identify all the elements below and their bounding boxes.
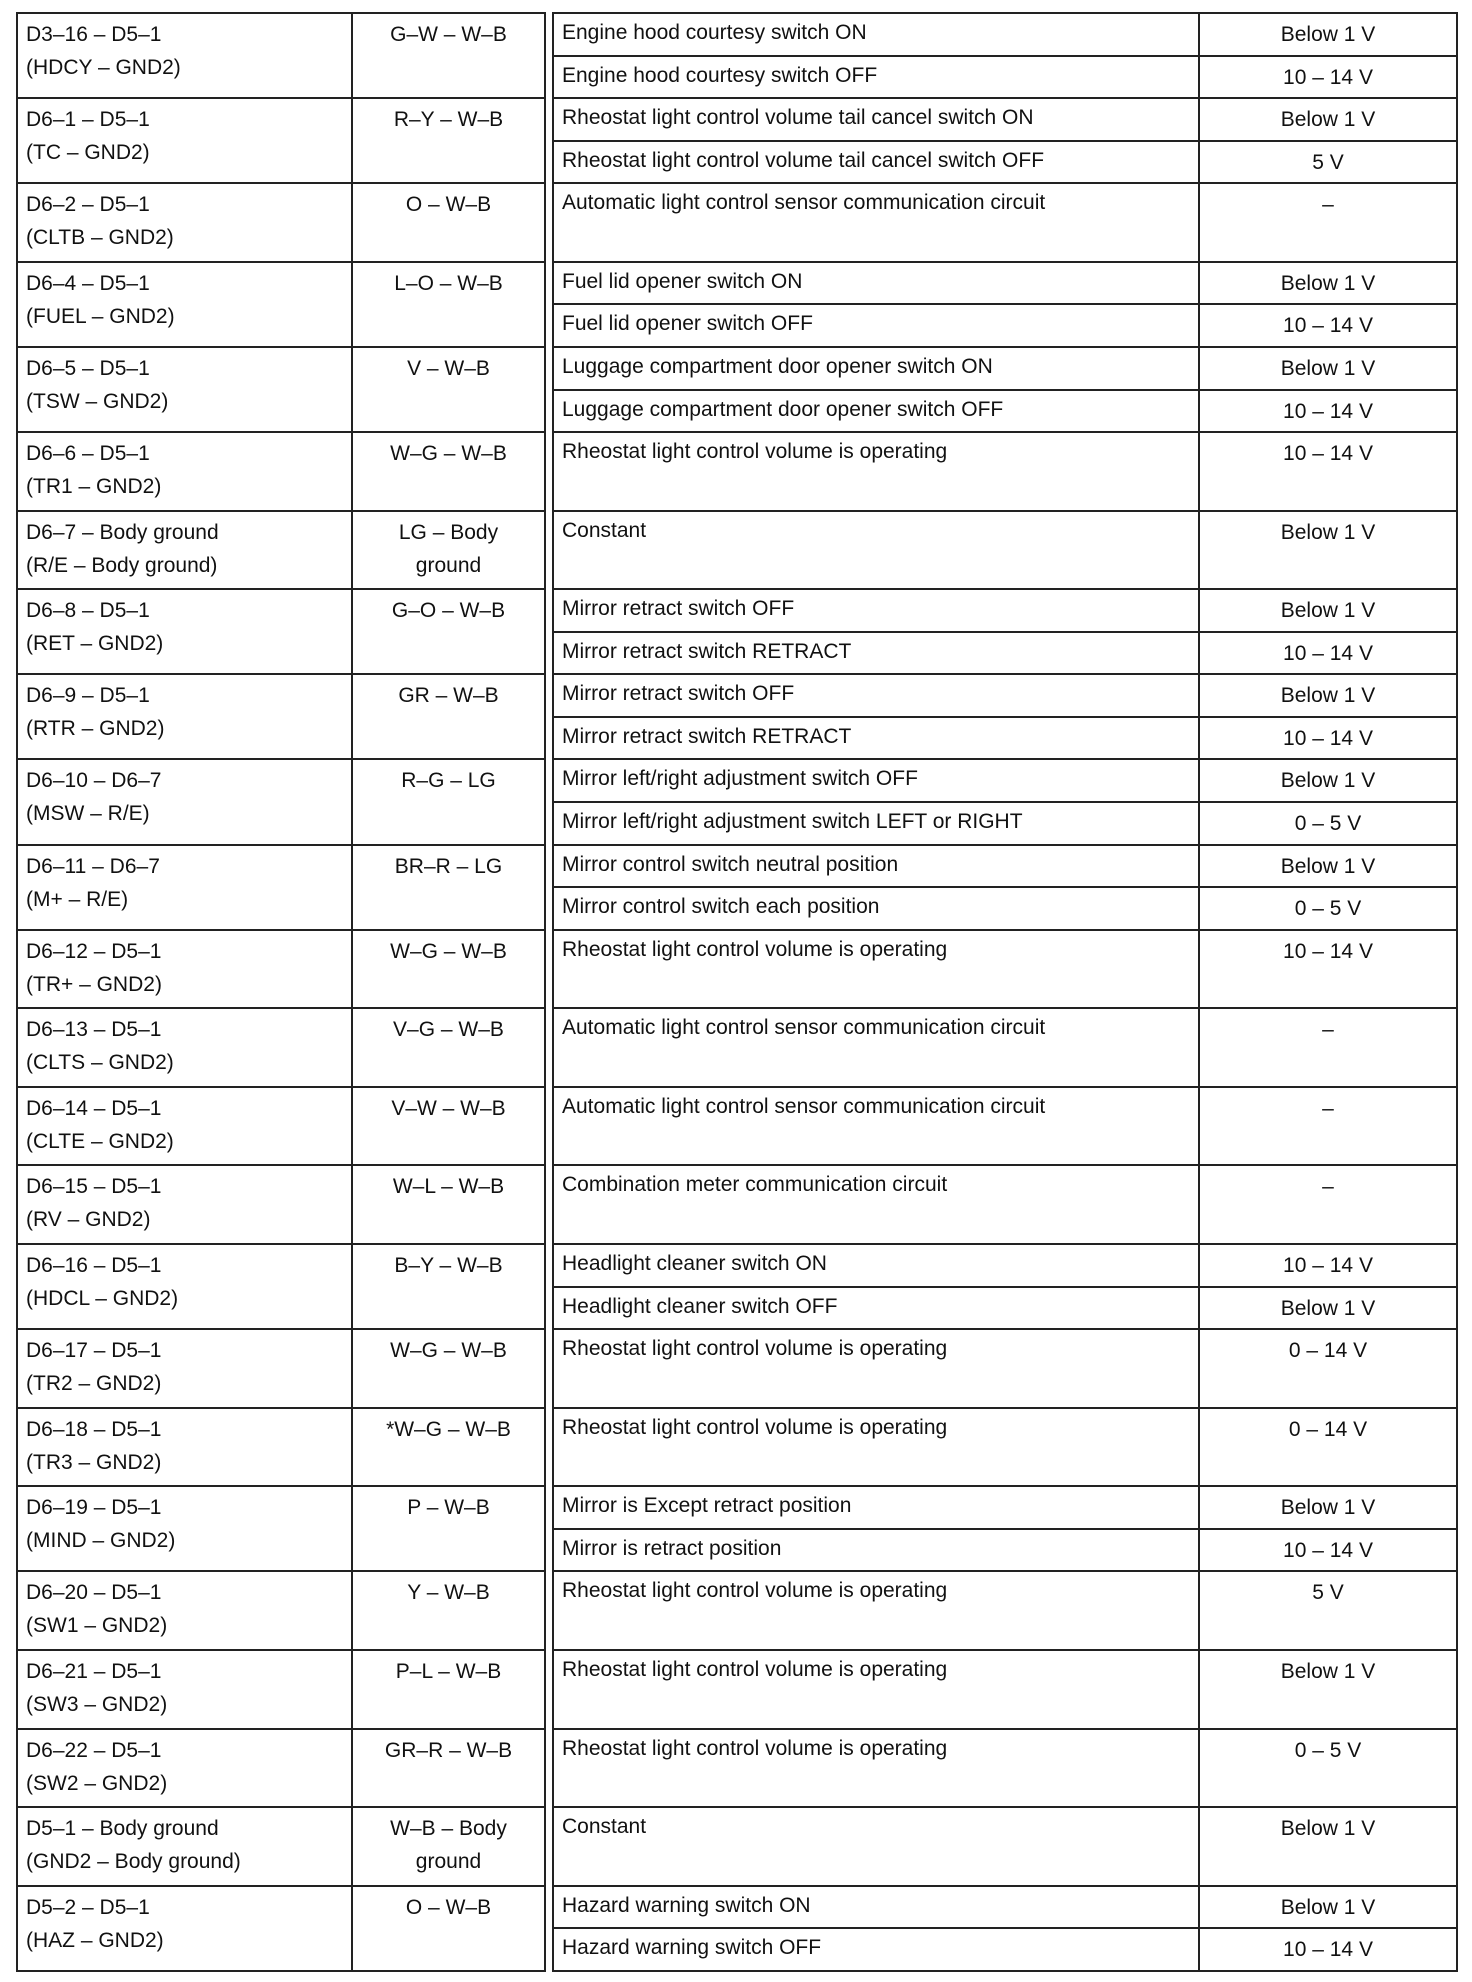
condition-cell: Rheostat light control volume tail cancel switch OFF: [553, 141, 1199, 184]
terminal-symbol: (TR3 – GND2): [26, 1450, 162, 1474]
table-row: [17, 759, 1457, 802]
condition-cell: Headlight cleaner switch ON: [553, 1244, 1199, 1287]
terminal-number: D5–1 – Body ground: [26, 1817, 219, 1841]
wiring-color: O – W–B: [405, 1895, 492, 1919]
condition-cell: Mirror retract switch OFF: [553, 589, 1199, 632]
terminal-symbol: (FUEL – GND2): [26, 304, 175, 328]
terminal-cell: [17, 347, 352, 432]
terminal-number: D6–12 – D5–1: [26, 939, 162, 963]
column-separator: [545, 347, 553, 432]
column-separator: [545, 1650, 553, 1729]
condition-cell: Luggage compartment door opener switch ON: [553, 347, 1199, 390]
table-row: [17, 930, 1457, 1009]
condition-cell: Mirror left/right adjustment switch LEFT or RIGHT: [553, 802, 1199, 845]
wiring-color: V–W – W–B: [391, 1096, 506, 1120]
wiring-color-cell: [352, 845, 545, 930]
wiring-color-cell: [352, 930, 545, 1009]
column-separator: [545, 1886, 553, 1971]
condition-cell: Hazard warning switch ON: [553, 1886, 1199, 1929]
condition-cell: Mirror control switch each position: [553, 887, 1199, 930]
condition-cell: Rheostat light control volume is operating: [553, 1729, 1199, 1808]
condition-cell: Fuel lid opener switch OFF: [553, 304, 1199, 347]
table-row: [17, 1087, 1457, 1166]
terminal-number: D3–16 – D5–1: [26, 23, 162, 46]
condition-cell: Constant: [553, 511, 1199, 590]
condition-cell: Mirror control switch neutral position: [553, 845, 1199, 888]
terminal-symbol: (RV – GND2): [26, 1208, 151, 1232]
wiring-color-cell: [352, 1408, 545, 1487]
terminal-number: D6–17 – D5–1: [26, 1339, 162, 1363]
specified-condition-cell: 0 – 5 V: [1199, 802, 1457, 845]
wiring-color-cell: [352, 1165, 545, 1244]
condition-cell: Combination meter communication circuit: [553, 1165, 1199, 1244]
wiring-color: W–L – W–B: [392, 1175, 505, 1199]
condition-cell: Automatic light control sensor communication circuit: [553, 1008, 1199, 1087]
column-separator: [545, 1486, 553, 1571]
terminal-cell: [17, 1008, 352, 1087]
column-separator: [545, 759, 553, 844]
terminal-cell: [17, 13, 352, 98]
terminal-number: D6–9 – D5–1: [26, 684, 150, 708]
column-separator: [545, 511, 553, 590]
terminal-cell: [17, 511, 352, 590]
terminal-cell: [17, 1329, 352, 1408]
table-row: [17, 1008, 1457, 1087]
specified-condition-cell: 10 – 14 V: [1199, 390, 1457, 433]
wiring-color-cell: [352, 1244, 545, 1329]
specified-condition-cell: Below 1 V: [1199, 1486, 1457, 1529]
terminal-symbol: (TR1 – GND2): [26, 475, 162, 499]
column-separator: [545, 1244, 553, 1329]
terminal-number: D6–5 – D5–1: [26, 356, 150, 380]
wiring-color-cell: [352, 262, 545, 347]
column-separator: [545, 1329, 553, 1408]
terminal-number: D6–13 – D5–1: [26, 1018, 162, 1042]
wiring-color-cell: [352, 674, 545, 759]
wiring-color: G–O – W–B: [391, 599, 506, 623]
wiring-color: R–Y – W–B: [393, 108, 504, 132]
specified-condition-cell: –: [1199, 1008, 1457, 1087]
terminal-cell: [17, 1087, 352, 1166]
specified-condition-cell: –: [1199, 1087, 1457, 1166]
column-separator: [545, 13, 553, 98]
wiring-color-cell: [352, 1571, 545, 1650]
specified-condition-cell: 10 – 14 V: [1199, 632, 1457, 675]
terminal-number: D6–20 – D5–1: [26, 1581, 162, 1605]
terminal-cell: [17, 845, 352, 930]
wiring-color: GR–R – W–B: [384, 1738, 513, 1762]
terminal-cell: [17, 1408, 352, 1487]
condition-cell: Automatic light control sensor communication circuit: [553, 1087, 1199, 1166]
wiring-color: R–G – LG: [401, 769, 496, 793]
terminal-symbol: (HDCL – GND2): [26, 1287, 179, 1311]
specified-condition-cell: 0 – 14 V: [1199, 1329, 1457, 1408]
terminal-symbol: (SW3 – GND2): [26, 1693, 168, 1717]
wiring-color: LG – Body: [398, 520, 499, 544]
table-row: [17, 1408, 1457, 1487]
specified-condition-cell: 0 – 5 V: [1199, 1729, 1457, 1808]
wiring-color: L–O – W–B: [394, 271, 503, 295]
terminal-number: D6–4 – D5–1: [26, 271, 150, 295]
column-separator: [545, 432, 553, 511]
column-separator: [545, 1008, 553, 1087]
specified-condition-cell: Below 1 V: [1199, 1886, 1457, 1929]
terminal-cell: [17, 183, 352, 262]
wiring-color: W–G – W–B: [390, 1339, 507, 1363]
terminal-symbol: (MSW – R/E): [26, 802, 150, 826]
condition-cell: Rheostat light control volume is operating: [553, 1408, 1199, 1487]
terminal-cell: [17, 1807, 352, 1886]
specified-condition-cell: 10 – 14 V: [1199, 930, 1457, 1009]
wiring-color: ground: [415, 1850, 482, 1874]
table-row: [17, 1886, 1457, 1929]
condition-cell: Constant: [553, 1807, 1199, 1886]
wiring-color: P – W–B: [407, 1496, 490, 1520]
terminal-cell: [17, 759, 352, 844]
table-row: [17, 511, 1457, 590]
terminal-inspection-table: [16, 12, 1458, 1972]
wiring-color-cell: [352, 1008, 545, 1087]
terminal-number: D6–6 – D5–1: [26, 442, 150, 466]
condition-cell: Rheostat light control volume is operating: [553, 1650, 1199, 1729]
column-separator: [545, 98, 553, 183]
column-separator: [545, 1807, 553, 1886]
specified-condition-cell: Below 1 V: [1199, 13, 1457, 56]
specified-condition-cell: 10 – 14 V: [1199, 1928, 1457, 1971]
table-row: [17, 347, 1457, 390]
table-row: [17, 1329, 1457, 1408]
terminal-symbol: (TR+ – GND2): [26, 972, 162, 996]
column-separator: [545, 674, 553, 759]
table-row: [17, 1165, 1457, 1244]
terminal-symbol: (CLTS – GND2): [26, 1051, 174, 1075]
terminal-symbol: (RET – GND2): [26, 632, 164, 656]
terminal-cell: [17, 1650, 352, 1729]
wiring-color: W–G – W–B: [390, 442, 507, 466]
terminal-symbol: (TC – GND2): [26, 141, 150, 165]
table-body: [17, 13, 1457, 1971]
column-separator: [545, 1087, 553, 1166]
wiring-color-cell: [352, 1650, 545, 1729]
terminal-number: D6–16 – D5–1: [26, 1254, 162, 1278]
specified-condition-cell: 10 – 14 V: [1199, 304, 1457, 347]
terminal-number: D6–22 – D5–1: [26, 1738, 162, 1762]
specified-condition-cell: 10 – 14 V: [1199, 56, 1457, 99]
terminal-symbol: (GND2 – Body ground): [26, 1850, 241, 1874]
wiring-color: ground: [415, 553, 482, 577]
terminal-symbol: (R/E – Body ground): [26, 553, 218, 577]
wiring-color-cell: [352, 183, 545, 262]
specified-condition-cell: Below 1 V: [1199, 845, 1457, 888]
specified-condition-cell: –: [1199, 183, 1457, 262]
terminal-cell: [17, 262, 352, 347]
specified-condition-cell: Below 1 V: [1199, 347, 1457, 390]
terminal-cell: [17, 98, 352, 183]
table-row: [17, 432, 1457, 511]
wiring-color: V – W–B: [407, 356, 490, 380]
specified-condition-cell: Below 1 V: [1199, 589, 1457, 632]
table-row: [17, 589, 1457, 632]
terminal-number: D6–21 – D5–1: [26, 1660, 162, 1684]
terminal-cell: [17, 674, 352, 759]
terminal-symbol: (SW1 – GND2): [26, 1614, 168, 1638]
terminal-symbol: (TSW – GND2): [26, 389, 169, 413]
terminal-symbol: (M+ – R/E): [26, 887, 129, 911]
wiring-color: W–G – W–B: [390, 939, 507, 963]
wiring-color: W–B – Body: [390, 1817, 507, 1841]
wiring-color-cell: [352, 98, 545, 183]
specified-condition-cell: Below 1 V: [1199, 98, 1457, 141]
condition-cell: Headlight cleaner switch OFF: [553, 1287, 1199, 1330]
wiring-color-cell: [352, 1329, 545, 1408]
wiring-color: O – W–B: [405, 193, 492, 217]
terminal-number: D6–19 – D5–1: [26, 1496, 162, 1520]
wiring-color: Y – W–B: [407, 1581, 490, 1605]
column-separator: [545, 262, 553, 347]
wiring-color: P–L – W–B: [395, 1660, 502, 1684]
terminal-symbol: (RTR – GND2): [26, 717, 165, 741]
terminal-cell: [17, 1886, 352, 1971]
table-row: [17, 674, 1457, 717]
table-row: [17, 13, 1457, 56]
column-separator: [545, 589, 553, 674]
condition-cell: Mirror is Except retract position: [553, 1486, 1199, 1529]
terminal-number: D6–2 – D5–1: [26, 193, 150, 217]
column-separator: [545, 1571, 553, 1650]
column-separator: [545, 930, 553, 1009]
condition-cell: Mirror retract switch RETRACT: [553, 632, 1199, 675]
wiring-color: BR–R – LG: [394, 854, 503, 878]
condition-cell: Fuel lid opener switch ON: [553, 262, 1199, 305]
specified-condition-cell: 0 – 5 V: [1199, 887, 1457, 930]
terminal-number: D6–8 – D5–1: [26, 599, 150, 623]
column-separator: [545, 845, 553, 930]
terminal-cell: [17, 1729, 352, 1808]
table-row: [17, 98, 1457, 141]
column-separator: [545, 183, 553, 262]
condition-cell: Rheostat light control volume is operating: [553, 1571, 1199, 1650]
wiring-color: V–G – W–B: [393, 1018, 504, 1042]
condition-cell: Luggage compartment door opener switch OFF: [553, 390, 1199, 433]
terminal-symbol: (CLTB – GND2): [26, 226, 174, 250]
wiring-color-cell: [352, 432, 545, 511]
table-row: [17, 262, 1457, 305]
condition-cell: Rheostat light control volume is operating: [553, 930, 1199, 1009]
terminal-number: D6–14 – D5–1: [26, 1096, 162, 1120]
column-separator: [545, 1165, 553, 1244]
specified-condition-cell: Below 1 V: [1199, 1807, 1457, 1886]
wiring-color-cell: [352, 13, 545, 98]
terminal-cell: [17, 432, 352, 511]
specified-condition-cell: Below 1 V: [1199, 1287, 1457, 1330]
condition-cell: Mirror left/right adjustment switch OFF: [553, 759, 1199, 802]
wiring-color-cell: [352, 1486, 545, 1571]
column-separator: [545, 1729, 553, 1808]
wiring-color-cell: [352, 589, 545, 674]
terminal-number: D5–2 – D5–1: [26, 1895, 150, 1919]
specified-condition-cell: 10 – 14 V: [1199, 717, 1457, 760]
wiring-color: B–Y – W–B: [394, 1254, 503, 1278]
column-separator: [545, 1408, 553, 1487]
terminal-symbol: (MIND – GND2): [26, 1529, 176, 1553]
condition-cell: Rheostat light control volume tail cancel switch ON: [553, 98, 1199, 141]
wiring-color: *W–G – W–B: [386, 1417, 511, 1441]
terminal-number: D6–7 – Body ground: [26, 520, 219, 544]
condition-cell: Engine hood courtesy switch ON: [553, 13, 1199, 56]
terminal-cell: [17, 1571, 352, 1650]
terminal-cell: [17, 1165, 352, 1244]
table-row: [17, 1729, 1457, 1808]
terminal-symbol: (CLTE – GND2): [26, 1129, 174, 1153]
table-row: [17, 1571, 1457, 1650]
specified-condition-cell: Below 1 V: [1199, 1650, 1457, 1729]
condition-cell: Hazard warning switch OFF: [553, 1928, 1199, 1971]
specified-condition-cell: Below 1 V: [1199, 674, 1457, 717]
terminal-cell: [17, 1486, 352, 1571]
terminal-number: D6–1 – D5–1: [26, 108, 150, 132]
condition-cell: Automatic light control sensor communication circuit: [553, 183, 1199, 262]
specified-condition-cell: 5 V: [1199, 1571, 1457, 1650]
table-row: [17, 845, 1457, 888]
wiring-color-cell: [352, 1087, 545, 1166]
wiring-color: G–W – W–B: [390, 23, 507, 46]
table-row: [17, 1244, 1457, 1287]
condition-cell: Rheostat light control volume is operating: [553, 1329, 1199, 1408]
terminal-symbol: (HDCY – GND2): [26, 56, 181, 79]
table-row: [17, 183, 1457, 262]
specified-condition-cell: 0 – 14 V: [1199, 1408, 1457, 1487]
specified-condition-cell: Below 1 V: [1199, 511, 1457, 590]
terminal-symbol: (TR2 – GND2): [26, 1372, 162, 1396]
terminal-cell: [17, 589, 352, 674]
wiring-color-cell: [352, 759, 545, 844]
terminal-symbol: (HAZ – GND2): [26, 1928, 164, 1952]
condition-cell: Engine hood courtesy switch OFF: [553, 56, 1199, 99]
wiring-color-cell: [352, 1807, 545, 1886]
terminal-symbol: (SW2 – GND2): [26, 1771, 168, 1795]
condition-cell: Mirror retract switch OFF: [553, 674, 1199, 717]
terminal-cell: [17, 1244, 352, 1329]
condition-cell: Mirror retract switch RETRACT: [553, 717, 1199, 760]
condition-cell: Rheostat light control volume is operating: [553, 432, 1199, 511]
specified-condition-cell: 10 – 14 V: [1199, 1244, 1457, 1287]
table-row: [17, 1486, 1457, 1529]
specified-condition-cell: 10 – 14 V: [1199, 1529, 1457, 1572]
terminal-number: D6–11 – D6–7: [26, 854, 160, 878]
table-row: [17, 1807, 1457, 1886]
wiring-color: GR – W–B: [398, 684, 499, 708]
wiring-color-cell: [352, 1729, 545, 1808]
specified-condition-cell: Below 1 V: [1199, 262, 1457, 305]
specified-condition-cell: Below 1 V: [1199, 759, 1457, 802]
wiring-color-cell: [352, 511, 545, 590]
terminal-cell: [17, 930, 352, 1009]
table-row: [17, 1650, 1457, 1729]
terminal-number: D6–15 – D5–1: [26, 1175, 162, 1199]
condition-cell: Mirror is retract position: [553, 1529, 1199, 1572]
specified-condition-cell: 10 – 14 V: [1199, 432, 1457, 511]
specified-condition-cell: 5 V: [1199, 141, 1457, 184]
terminal-number: D6–10 – D6–7: [26, 769, 162, 793]
specified-condition-cell: –: [1199, 1165, 1457, 1244]
wiring-color-cell: [352, 1886, 545, 1971]
terminal-number: D6–18 – D5–1: [26, 1417, 162, 1441]
wiring-color-cell: [352, 347, 545, 432]
